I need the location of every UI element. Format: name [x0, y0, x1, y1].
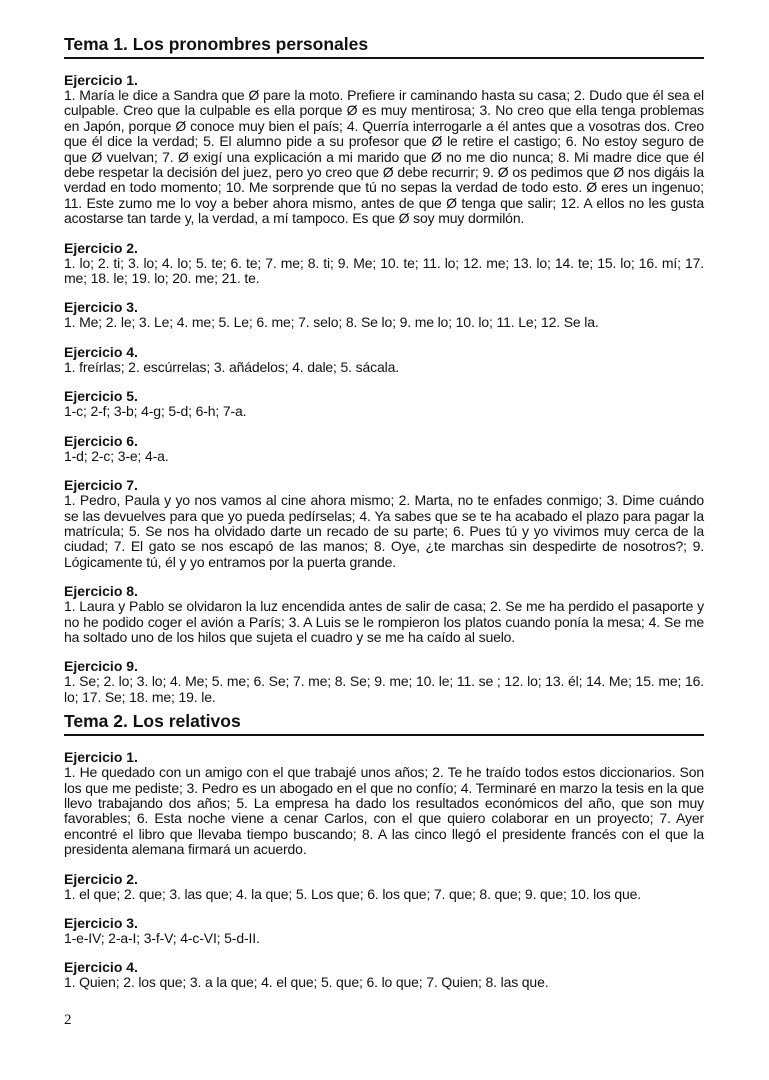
ejercicio-title: Ejercicio 7. [64, 477, 138, 494]
ejercicio-title: Ejercicio 2. [64, 870, 138, 887]
ejercicio-answers: 1. Laura y Pablo se olvidaron la luz encendida antes de salir de casa; 2. Se me ha perdido el pasaporte y no he podido coger el avión a París; 3. A Luis se le rompieron los platos cuando ponía la mesa; 4. Se me ha soltado uno de los hilos que sujeta el cuadro y se me ha caído al suelo. [64, 598, 704, 645]
page-number: 2 [64, 1012, 72, 1028]
ejercicio-title: Ejercicio 4. [64, 343, 138, 360]
ejercicio-block [64, 916, 704, 946]
ejercicio-title: Ejercicio 6. [64, 432, 138, 449]
ejercicio-title: Ejercicio 5. [64, 388, 138, 405]
ejercicio-block [64, 659, 704, 705]
ejercicio-title: Ejercicio 2. [64, 239, 138, 256]
ejercicio-answers: 1. María le dice a Sandra que Ø pare la moto. Prefiere ir caminando hasta su casa; 2. Dudo que él sea el culpable. Creo que la culpable es ella porque Ø es muy mentirosa; 3. No creo que ella tenga problemas en Japón, porque Ø conoce muy bien el país; 4. Querría interrogarle a él antes que a vosotras dos. Creo que él dice la verdad; 5. El alumno pide a su profesor que Ø le retire el castigo; 6. No estoy seguro de que Ø vuelvan; 7. Ø exigí una explicación a mi marido que Ø no me dio nunca; 8. Mi madre dice que él debe respetar la decisión del juez, pero yo creo que Ø debe recurrir; 9. Ø os pedimos que Ø nos digáis la verdad en todo momento; 10. Me sorprende que tú no sepas la verdad de todo esto. Ø eres un ingenuo; 11. Este zumo me lo voy a beber ahora mismo, antes de que Ø tenga que salir; 12. A ellos no les gusta acostarse tan tarde y, la verdad, a mí tampoco. Es que Ø soy muy dormilón. [64, 87, 704, 227]
ejercicio-block [64, 389, 704, 419]
ejercicio-title: Ejercicio 3. [64, 299, 138, 316]
ejercicio-title: Ejercicio 8. [64, 583, 138, 600]
tema-1-section [64, 34, 704, 705]
ejercicio-block [64, 300, 704, 330]
ejercicio-answers: 1-e-IV; 2-a-I; 3-f-V; 4-c-VI; 5-d-II. [64, 930, 260, 946]
ejercicio-answers: 1-c; 2-f; 3-b; 4-g; 5-d; 6-h; 7-a. [64, 403, 247, 420]
ejercicio-title: Ejercicio 1. [64, 749, 138, 766]
tema-2-section [64, 711, 704, 991]
ejercicio-title: Ejercicio 4. [64, 959, 138, 976]
ejercicio-answers: 1-d; 2-c; 3-e; 4-a. [64, 447, 169, 464]
ejercicio-block [64, 478, 704, 570]
ejercicio-answers: 1. freírlas; 2. escúrrelas; 3. añádelos; 4. dale; 5. sácala. [64, 358, 399, 375]
ejercicio-answers: 1. el que; 2. que; 3. las que; 4. la que; 5. Los que; 6. los que; 7. que; 8. que; 9. que; 10. los que. [64, 885, 642, 902]
ejercicio-block [64, 960, 704, 990]
ejercicio-answers: 1. Me; 2. le; 3. Le; 4. me; 5. Le; 6. me; 7. selo; 8. Se lo; 9. me lo; 10. lo; 11. Le; 12. Se la. [64, 314, 599, 331]
ejercicio-title: Ejercicio 3. [64, 915, 138, 931]
ejercicio-answers: 1. lo; 2. ti; 3. lo; 4. lo; 5. te; 6. te; 7. me; 8. ti; 9. Me; 10. te; 11. lo; 12. me; 13. lo; 14. te; 15. lo; 16. mí; 17. me; 18. le; 19. lo; 20. me; 21. te. [64, 254, 704, 287]
ejercicio-answers: 1. He quedado con un amigo con el que trabajé unos años; 2. Te he traído todos estos diccionarios. Son los que me pediste; 3. Pedro es un abogado en el que no confío; 4. Terminaré en marzo la tesis en la que llevo trabajando dos años; 5. La empresa ha dado los resultados económicos del año, que son muy favorables; 6. Esta noche viene a cenar Carlos, con el que quiero colaborar en un proyecto; 7. Ayer encontré el libro que llevaba tiempo buscando; 8. A las cinco llegó el presidente francés con el que la presidenta alemana firmará un acuerdo. [64, 764, 704, 858]
ejercicio-block [64, 241, 704, 287]
tema-title: Tema 1. Los pronombres personales [64, 34, 704, 59]
ejercicio-answers: 1. Se; 2. lo; 3. lo; 4. Me; 5. me; 6. Se; 7. me; 8. Se; 9. me; 10. le; 11. se ; 12. lo; 13. él; 14. Me; 15. me; 16. lo; 17. Se; 18. me; 19. le. [64, 673, 704, 705]
ejercicio-block [64, 73, 704, 227]
ejercicio-block [64, 750, 704, 857]
answer-key-page [64, 34, 704, 997]
ejercicio-answers: 1. Pedro, Paula y yo nos vamos al cine ahora mismo; 2. Marta, no te enfades conmigo; 3. Dime cuándo se las devuelves para que yo pueda pedírselas; 4. Ya sabes que se te ha acabado el plazo para pagar la matrícula; 5. Se nos ha olvidado darte un recado de su parte; 6. Pues tú y yo vivimos muy cerca de la ciudad; 7. El gato se nos escapó de las manos; 8. Oye, ¿te marchas sin despedirte de nosotros?; 9. Lógicamente tú, él y yo entramos por la puerta grande. [64, 492, 704, 570]
ejercicio-answers: 1. Quien; 2. los que; 3. a la que; 4. el que; 5. que; 6. lo que; 7. Quien; 8. las que. [64, 974, 549, 991]
ejercicio-block [64, 434, 704, 464]
ejercicio-block [64, 584, 704, 645]
ejercicio-title: Ejercicio 9. [64, 658, 138, 675]
ejercicio-block [64, 872, 704, 902]
ejercicio-block [64, 345, 704, 375]
ejercicio-title: Ejercicio 1. [64, 72, 138, 88]
tema-title: Tema 2. Los relativos [64, 711, 704, 736]
